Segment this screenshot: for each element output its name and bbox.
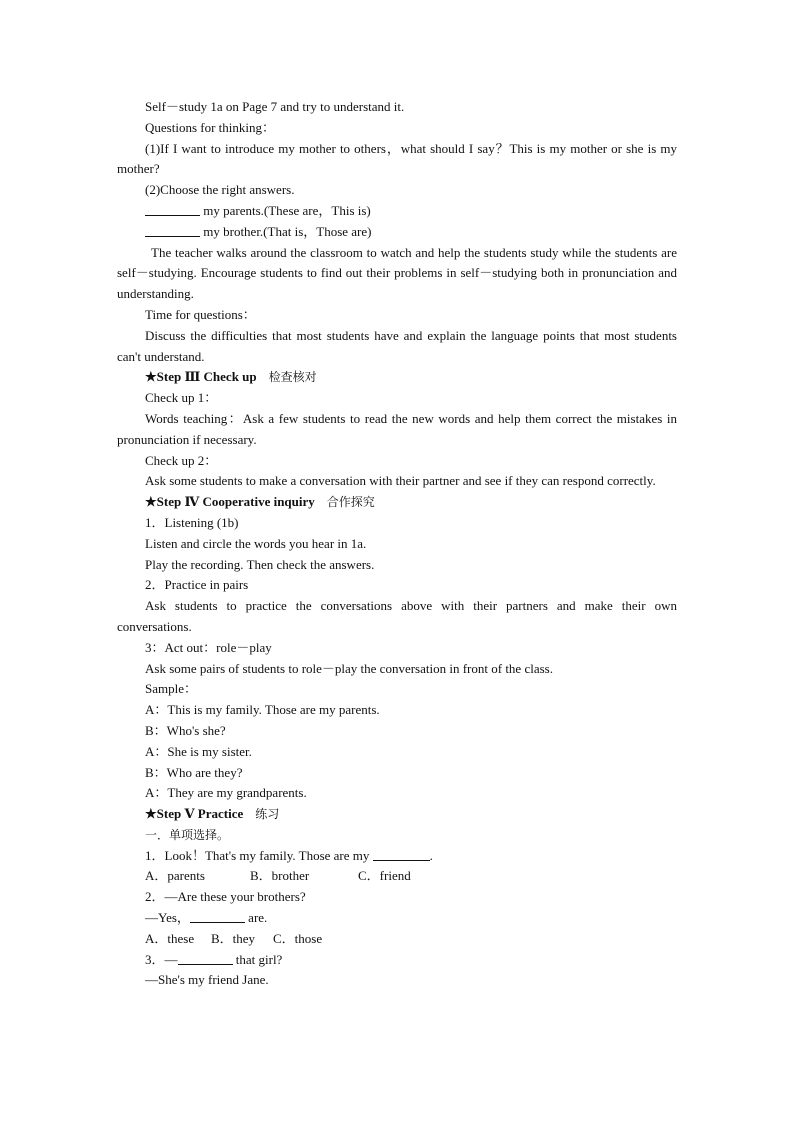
discuss-paragraph: Discuss the difficulties that most students have and explain the language points that most students can't understand.	[117, 327, 677, 364]
step-5-heading	[117, 804, 677, 825]
exercise-1-stem	[117, 846, 677, 867]
exercise-2-post: are.	[244, 910, 268, 926]
exercise-2-pre: —Yes，	[145, 910, 190, 926]
answer-blank	[373, 847, 430, 861]
step-3-heading	[117, 367, 677, 388]
question-2: (2)Choose the right answers.	[145, 182, 295, 198]
checkup-2-label: Check up 2：	[145, 452, 218, 468]
act-out-text: Ask some pairs of students to role－play the conversation in front of the class.	[145, 660, 553, 676]
step-4-title: ★Step Ⅳ Cooperative inquiry	[145, 494, 315, 510]
step-4-heading	[117, 492, 677, 513]
step-5-cn: 练习	[255, 807, 280, 822]
dialog-line: B：Who are they?	[145, 764, 243, 780]
listening-instruction: Listen and circle the words you hear in 1a.	[145, 535, 367, 551]
option-b: B．they	[211, 930, 256, 946]
question-2b	[117, 222, 677, 243]
question-2a	[117, 201, 677, 222]
exercise-3-answer: —She's my friend Jane.	[145, 972, 269, 988]
exercise-3-post: that girl?	[232, 951, 283, 967]
questions-label: Questions for thinking：	[145, 119, 275, 135]
step-3-cn: 检查核对	[268, 370, 317, 385]
checkup-1-label: Check up 1：	[145, 390, 218, 406]
listening-item: 1．Listening (1b)	[145, 514, 239, 530]
exercise-3-stem	[117, 950, 677, 971]
question-2a-text: my parents.(These are，This is)	[200, 202, 371, 218]
answer-blank	[178, 951, 233, 965]
checkup-1-text: Words teaching：Ask a few students to read the new words and help them correct the mistakes in pronunciation if necessary.	[117, 410, 677, 447]
exercise-1-end: .	[429, 847, 433, 863]
lesson-content	[117, 97, 677, 991]
checkup-2-text: Ask some students to make a conversation with their partner and see if they can respond correctly.	[145, 473, 656, 489]
option-a: A．these	[145, 930, 195, 946]
dialog-line: B：Who's she?	[145, 722, 226, 738]
dialog-line: A：This is my family. Those are my parents.	[145, 702, 380, 718]
option-a: A．parents	[145, 868, 205, 884]
exercise-1-text: 1．Look！That's my family. Those are my	[145, 847, 373, 863]
answer-blank	[145, 202, 200, 216]
option-c: C．friend	[358, 868, 411, 884]
step-3-title: ★Step Ⅲ Check up	[145, 369, 257, 385]
practice-pairs-item: 2．Practice in pairs	[145, 577, 249, 593]
dialog-line: A：She is my sister.	[145, 743, 252, 759]
answer-blank	[190, 909, 245, 923]
dialog-line: A：They are my grandparents.	[145, 785, 307, 801]
practice-pairs-text: Ask students to practice the conversations above with their partners and make their own conversations.	[117, 598, 677, 634]
section-heading: 一．单项选择。	[145, 827, 230, 842]
question-2b-text: my brother.(That is，Those are)	[200, 223, 372, 239]
question-1: (1)If I want to introduce my mother to others，what should I say？This is my mother or she is my mother?	[117, 140, 677, 177]
option-b: B．brother	[250, 868, 310, 884]
exercise-3-pre: 3．—	[145, 951, 178, 967]
teacher-paragraph: The teacher walks around the classroom to watch and help the students study while the students are self－studying. Encourage students to find out their problems in self－studying both in pronunciation and understanding.	[117, 244, 677, 302]
act-out-item: 3：Act out：role－play	[145, 639, 272, 655]
exercise-2-stem: 2．—Are these your brothers?	[145, 889, 306, 905]
selfstudy-instruction: Self－study 1a on Page 7 and try to understand it.	[145, 99, 405, 114]
exercise-2-answer	[117, 908, 677, 929]
recording-instruction: Play the recording. Then check the answers.	[145, 556, 375, 572]
answer-blank	[145, 223, 200, 237]
step-4-cn: 合作探究	[326, 495, 375, 510]
option-c: C．those	[273, 930, 323, 946]
exercise-1-options	[117, 866, 677, 887]
time-label: Time for questions：	[145, 306, 256, 322]
step-5-title: ★Step Ⅴ Practice	[145, 806, 244, 822]
sample-label: Sample：	[145, 681, 197, 697]
exercise-2-options	[117, 929, 677, 950]
